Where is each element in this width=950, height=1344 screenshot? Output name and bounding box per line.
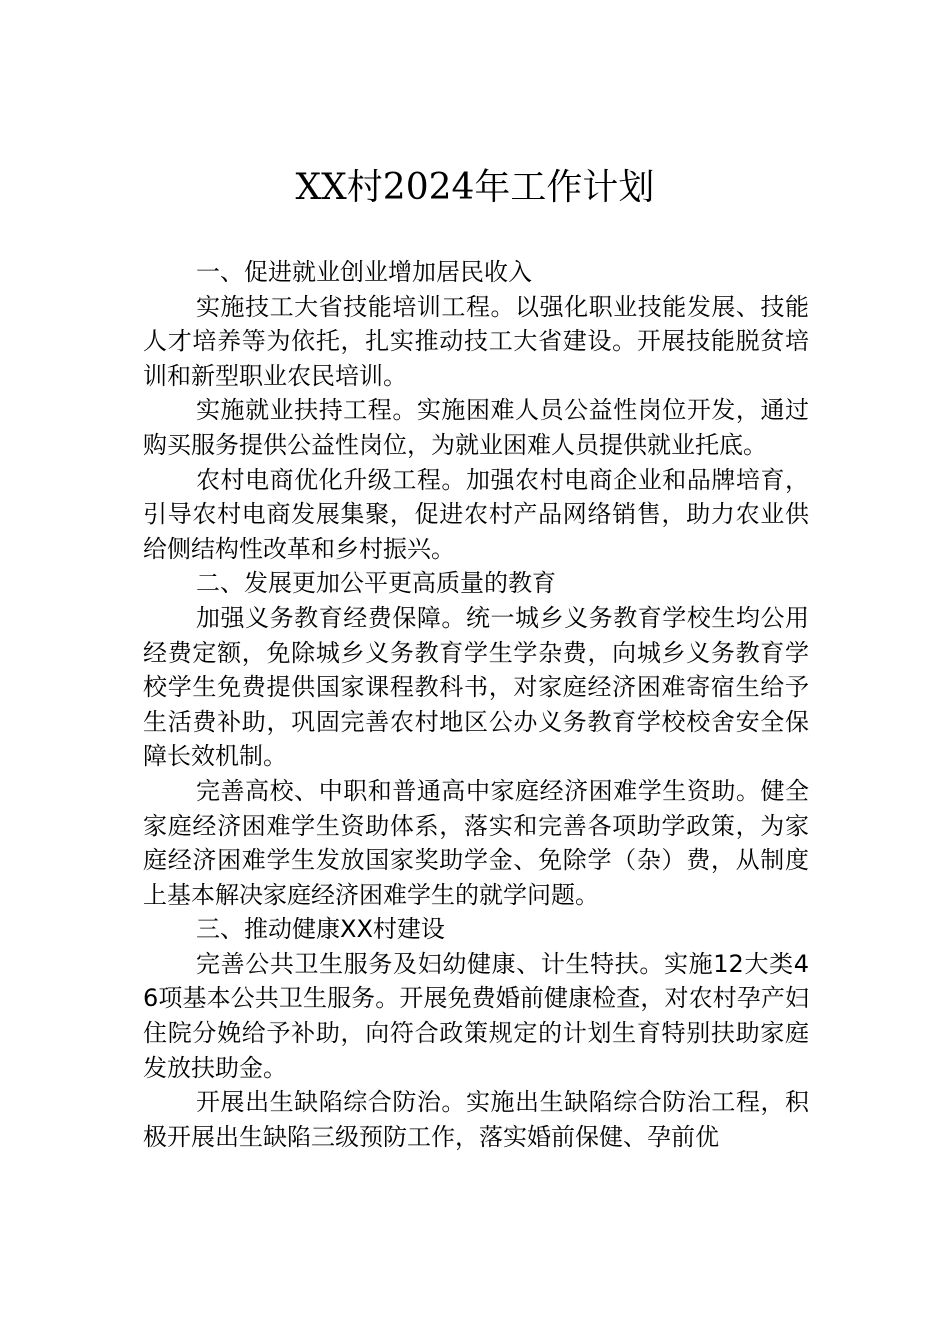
section-heading-1: 一、促进就业创业增加居民收入 xyxy=(196,258,532,286)
paragraph-student-financial-aid: 完善高校、中职和普通高中家庭经济困难学生资助。健全家庭经济困难学生资助体系，落实和完善各项助学政策，为家庭经济困难学生发放国家奖助学金、免除学（杂）费，从制度上基本解决家庭经济困难学生的就学问题。 xyxy=(143,776,809,909)
paragraph-rural-ecommerce: 农村电商优化升级工程。加强农村电商企业和品牌培育，引导农村电商发展集聚，促进农村产品网络销售，助力农业供给侧结构性改革和乡村振兴。 xyxy=(143,465,809,563)
section-heading-2: 二、发展更加公平更高质量的教育 xyxy=(196,569,556,598)
document-title: XX村2024年工作计划 xyxy=(295,167,655,208)
paragraph-birth-defect-prevention: 开展出生缺陷综合防治。实施出生缺陷综合防治工程，积极开展出生缺陷三级预防工作，落实婚前保健、孕前优 xyxy=(143,1088,809,1151)
section-heading-3: 三、推动健康XX村建设 xyxy=(196,915,445,944)
paragraph-employment-support: 实施就业扶持工程。实施困难人员公益性岗位开发，通过购买服务提供公益性岗位，为就业困难人员提供就业托底。 xyxy=(143,396,809,459)
document-body xyxy=(143,255,809,1154)
paragraph-compulsory-education-funding: 加强义务教育经费保障。统一城乡义务教育学校生均公用经费定额，免除城乡义务教育学生学杂费，向城乡义务教育学校学生免费提供国家课程教科书，对家庭经济困难寄宿生给予生活费补助，巩固完善农村地区公办义务教育学校校舍安全保障长效机制。 xyxy=(143,603,809,771)
paragraph-skills-training: 实施技工大省技能培训工程。以强化职业技能发展、技能人才培养等为依托，扎实推动技工大省建设。开展技能脱贫培训和新型职业农民培训。 xyxy=(143,292,809,390)
paragraph-public-health-services: 完善公共卫生服务及妇幼健康、计生特扶。实施12大类46项基本公共卫生服务。开展免费婚前健康检查，对农村孕产妇住院分娩给予补助，向符合政策规定的计划生育特别扶助家庭发放扶助金。 xyxy=(143,949,809,1082)
